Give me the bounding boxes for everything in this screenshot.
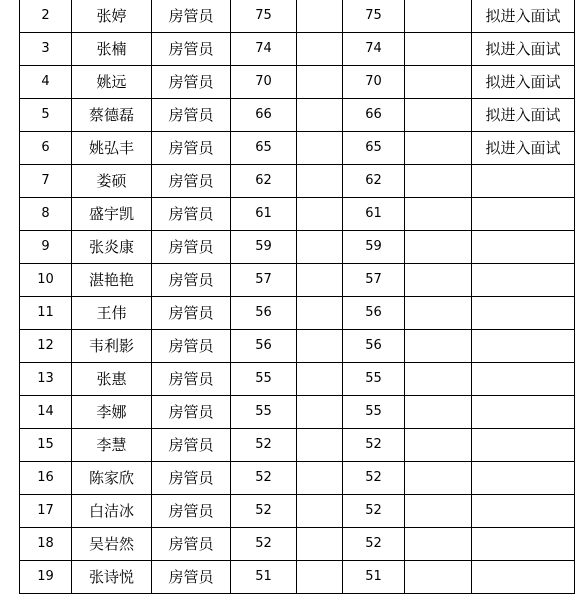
table-row <box>20 33 575 66</box>
cell-written-score: 55 <box>231 363 297 396</box>
cell-total-score: 62 <box>343 165 405 198</box>
cell-remark: 拟进入面试 <box>472 0 575 33</box>
cell-written-score: 65 <box>231 132 297 165</box>
cell-remark <box>472 264 575 297</box>
cell-total-score: 57 <box>343 264 405 297</box>
cell-written-score: 52 <box>231 462 297 495</box>
cell-remark: 拟进入面试 <box>472 33 575 66</box>
cell-rank <box>405 429 472 462</box>
cell-rank <box>405 330 472 363</box>
cell-total-score: 55 <box>343 363 405 396</box>
table-row <box>20 132 575 165</box>
cell-bonus-score <box>297 198 343 231</box>
cell-rank <box>405 132 472 165</box>
cell-position: 房管员 <box>152 99 231 132</box>
cell-position: 房管员 <box>152 165 231 198</box>
table-row <box>20 198 575 231</box>
table-row <box>20 264 575 297</box>
cell-remark <box>472 396 575 429</box>
cell-seq-number: 17 <box>20 495 72 528</box>
cell-written-score: 52 <box>231 528 297 561</box>
cell-position: 房管员 <box>152 561 231 594</box>
cell-written-score: 52 <box>231 429 297 462</box>
cell-written-score: 62 <box>231 165 297 198</box>
cell-position: 房管员 <box>152 495 231 528</box>
cell-seq-number: 13 <box>20 363 72 396</box>
cell-remark <box>472 297 575 330</box>
cell-bonus-score <box>297 561 343 594</box>
cell-remark <box>472 462 575 495</box>
cell-seq-number: 15 <box>20 429 72 462</box>
cell-seq-number: 14 <box>20 396 72 429</box>
table-row <box>20 462 575 495</box>
cell-rank <box>405 99 472 132</box>
cell-seq-number: 12 <box>20 330 72 363</box>
cell-total-score: 65 <box>343 132 405 165</box>
cell-written-score: 56 <box>231 297 297 330</box>
cell-bonus-score <box>297 528 343 561</box>
table-row <box>20 429 575 462</box>
cell-bonus-score <box>297 165 343 198</box>
cell-written-score: 74 <box>231 33 297 66</box>
cell-seq-number: 11 <box>20 297 72 330</box>
cell-position: 房管员 <box>152 396 231 429</box>
cell-name: 张婷 <box>72 0 152 33</box>
table-row <box>20 561 575 594</box>
cell-rank <box>405 495 472 528</box>
cell-total-score: 59 <box>343 231 405 264</box>
cell-seq-number: 3 <box>20 33 72 66</box>
cell-name: 姚弘丰 <box>72 132 152 165</box>
cell-written-score: 52 <box>231 495 297 528</box>
cell-seq-number: 9 <box>20 231 72 264</box>
cell-written-score: 70 <box>231 66 297 99</box>
candidate-score-table <box>19 0 575 594</box>
cell-rank <box>405 66 472 99</box>
cell-total-score: 55 <box>343 396 405 429</box>
cell-seq-number: 7 <box>20 165 72 198</box>
table-row <box>20 363 575 396</box>
table-body <box>20 0 575 594</box>
cell-bonus-score <box>297 66 343 99</box>
table-row <box>20 495 575 528</box>
cell-position: 房管员 <box>152 429 231 462</box>
cell-bonus-score <box>297 429 343 462</box>
cell-name: 张诗悦 <box>72 561 152 594</box>
table-row <box>20 0 575 33</box>
cell-rank <box>405 462 472 495</box>
cell-name: 王伟 <box>72 297 152 330</box>
cell-position: 房管员 <box>152 0 231 33</box>
cell-position: 房管员 <box>152 66 231 99</box>
cell-bonus-score <box>297 297 343 330</box>
cell-seq-number: 4 <box>20 66 72 99</box>
cell-name: 张楠 <box>72 33 152 66</box>
cell-position: 房管员 <box>152 132 231 165</box>
cell-written-score: 75 <box>231 0 297 33</box>
cell-seq-number: 10 <box>20 264 72 297</box>
cell-total-score: 52 <box>343 462 405 495</box>
cell-remark: 拟进入面试 <box>472 132 575 165</box>
cell-total-score: 51 <box>343 561 405 594</box>
cell-name: 李慧 <box>72 429 152 462</box>
cell-total-score: 70 <box>343 66 405 99</box>
cell-remark <box>472 429 575 462</box>
cell-remark <box>472 561 575 594</box>
cell-rank <box>405 528 472 561</box>
cell-rank <box>405 198 472 231</box>
cell-written-score: 55 <box>231 396 297 429</box>
cell-position: 房管员 <box>152 198 231 231</box>
cell-total-score: 74 <box>343 33 405 66</box>
cell-remark: 拟进入面试 <box>472 99 575 132</box>
cell-bonus-score <box>297 330 343 363</box>
cell-bonus-score <box>297 99 343 132</box>
cell-position: 房管员 <box>152 462 231 495</box>
cell-seq-number: 19 <box>20 561 72 594</box>
cell-bonus-score <box>297 231 343 264</box>
cell-written-score: 61 <box>231 198 297 231</box>
cell-position: 房管员 <box>152 264 231 297</box>
table-row <box>20 66 575 99</box>
cell-rank <box>405 33 472 66</box>
cell-remark <box>472 528 575 561</box>
cell-rank <box>405 165 472 198</box>
cell-written-score: 59 <box>231 231 297 264</box>
cell-seq-number: 5 <box>20 99 72 132</box>
cell-bonus-score <box>297 132 343 165</box>
cell-position: 房管员 <box>152 528 231 561</box>
cell-remark: 拟进入面试 <box>472 66 575 99</box>
cell-remark <box>472 363 575 396</box>
cell-position: 房管员 <box>152 297 231 330</box>
cell-remark <box>472 231 575 264</box>
cell-name: 韦利影 <box>72 330 152 363</box>
table-row <box>20 297 575 330</box>
cell-total-score: 61 <box>343 198 405 231</box>
cell-remark <box>472 198 575 231</box>
cell-total-score: 75 <box>343 0 405 33</box>
table-row <box>20 99 575 132</box>
cell-written-score: 66 <box>231 99 297 132</box>
cell-rank <box>405 297 472 330</box>
cell-position: 房管员 <box>152 33 231 66</box>
cell-written-score: 51 <box>231 561 297 594</box>
cell-total-score: 52 <box>343 495 405 528</box>
cell-name: 张炎康 <box>72 231 152 264</box>
cell-total-score: 56 <box>343 297 405 330</box>
cell-bonus-score <box>297 0 343 33</box>
cell-position: 房管员 <box>152 231 231 264</box>
cell-rank <box>405 231 472 264</box>
cell-total-score: 52 <box>343 528 405 561</box>
cell-total-score: 66 <box>343 99 405 132</box>
cell-seq-number: 2 <box>20 0 72 33</box>
cell-seq-number: 8 <box>20 198 72 231</box>
cell-bonus-score <box>297 462 343 495</box>
table-row <box>20 165 575 198</box>
cell-bonus-score <box>297 396 343 429</box>
cell-total-score: 52 <box>343 429 405 462</box>
cell-written-score: 56 <box>231 330 297 363</box>
table-row <box>20 231 575 264</box>
cell-name: 娄硕 <box>72 165 152 198</box>
table-row <box>20 330 575 363</box>
cell-name: 张惠 <box>72 363 152 396</box>
cell-seq-number: 6 <box>20 132 72 165</box>
cell-rank <box>405 363 472 396</box>
cell-bonus-score <box>297 33 343 66</box>
cell-rank <box>405 561 472 594</box>
cell-rank <box>405 264 472 297</box>
cell-position: 房管员 <box>152 363 231 396</box>
cell-rank <box>405 396 472 429</box>
cell-seq-number: 18 <box>20 528 72 561</box>
cell-seq-number: 16 <box>20 462 72 495</box>
cell-rank <box>405 0 472 33</box>
cell-name: 吴岩然 <box>72 528 152 561</box>
cell-name: 湛艳艳 <box>72 264 152 297</box>
cell-bonus-score <box>297 363 343 396</box>
cell-name: 盛宇凯 <box>72 198 152 231</box>
cell-remark <box>472 495 575 528</box>
cell-name: 李娜 <box>72 396 152 429</box>
table-row <box>20 528 575 561</box>
cell-name: 陈家欣 <box>72 462 152 495</box>
cell-written-score: 57 <box>231 264 297 297</box>
cell-remark <box>472 165 575 198</box>
cell-name: 姚远 <box>72 66 152 99</box>
cell-bonus-score <box>297 495 343 528</box>
cell-remark <box>472 330 575 363</box>
cell-bonus-score <box>297 264 343 297</box>
cell-position: 房管员 <box>152 330 231 363</box>
cell-name: 白洁冰 <box>72 495 152 528</box>
table-row <box>20 396 575 429</box>
cell-name: 蔡德磊 <box>72 99 152 132</box>
cell-total-score: 56 <box>343 330 405 363</box>
